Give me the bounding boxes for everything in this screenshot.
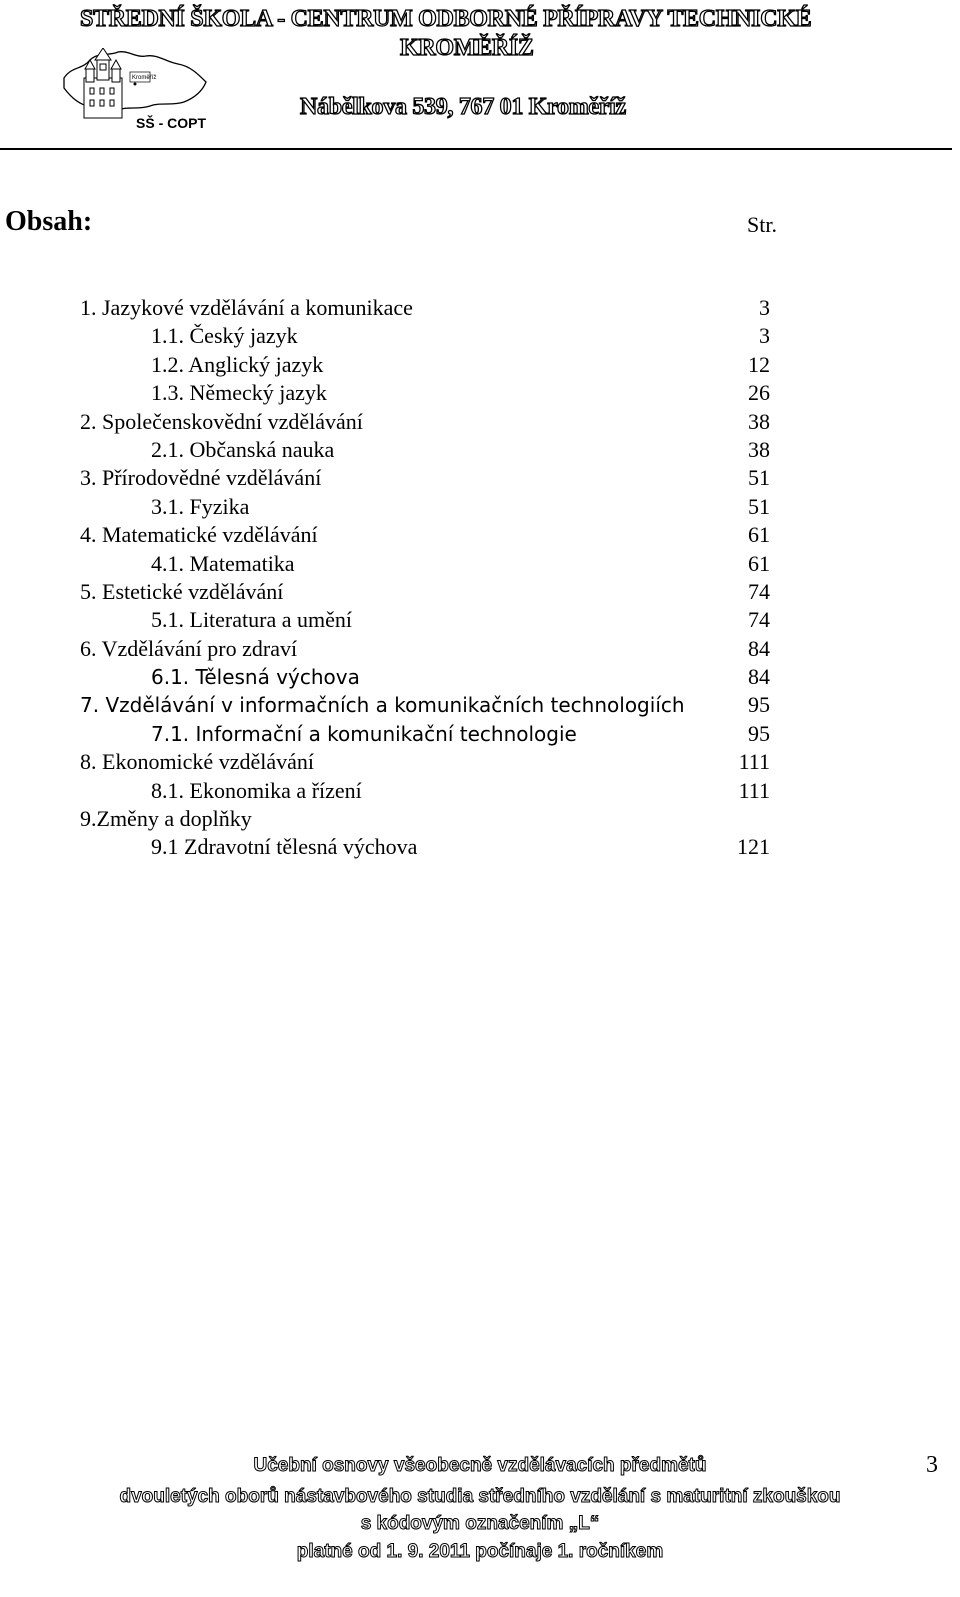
toc-entry-page: 121 bbox=[737, 834, 770, 860]
toc-entry-page: 111 bbox=[738, 777, 770, 803]
toc-entry bbox=[0, 834, 960, 862]
toc-entry bbox=[0, 664, 960, 692]
toc-entry-page: 84 bbox=[748, 664, 770, 690]
toc-entry bbox=[0, 579, 960, 607]
toc-entry-page: 51 bbox=[748, 493, 770, 519]
toc-entry bbox=[0, 323, 960, 351]
footer-line2: dvouletých oborů nástavbového studia středního vzdělání s maturitní zkouškou bbox=[119, 1486, 841, 1507]
toc-entry-page: 3 bbox=[759, 323, 770, 349]
toc-entry-label: 5. Estetické vzdělávání bbox=[80, 578, 284, 604]
toc-entry-page: 3 bbox=[759, 295, 770, 320]
toc-entry-page: 74 bbox=[748, 578, 770, 604]
toc-entry bbox=[0, 352, 960, 380]
toc-entry-label: 8. Ekonomické vzdělávání bbox=[80, 749, 314, 775]
toc-entry-label: 7.1. Informační a komunikační technologie bbox=[151, 721, 577, 746]
toc-entry bbox=[0, 721, 960, 749]
toc-entry-label: 4. Matematické vzdělávání bbox=[80, 522, 318, 548]
toc-entry-label: 3.1. Fyzika bbox=[151, 493, 250, 519]
toc-entry-page: 95 bbox=[748, 720, 770, 746]
toc-entry-label: 6. Vzdělávání pro zdraví bbox=[80, 635, 298, 661]
toc-entry-label: 1. Jazykové vzdělávání a komunikace bbox=[80, 295, 413, 320]
school-name-line1: STŘEDNÍ ŠKOLA - CENTRUM ODBORNÉ PŘÍPRAVY TECHNICKÉ bbox=[80, 6, 812, 32]
toc-page-header: Str. bbox=[747, 212, 777, 237]
toc-entry-page: 51 bbox=[748, 465, 770, 491]
toc-entry-label: 6.1. Tělesná výchova bbox=[151, 665, 360, 690]
toc-entry-page: 95 bbox=[748, 692, 770, 718]
toc-entry-page: 26 bbox=[748, 380, 770, 406]
toc-entry bbox=[0, 437, 960, 465]
header-rule bbox=[0, 148, 952, 150]
toc-entry-page: 61 bbox=[748, 522, 770, 548]
toc-entry bbox=[0, 494, 960, 522]
toc-title: Obsah: bbox=[5, 206, 93, 237]
toc-entry-page: 38 bbox=[748, 436, 770, 462]
toc-entry-page: 38 bbox=[748, 408, 770, 434]
logo-caption: SŠ - COPT bbox=[136, 115, 207, 131]
toc-entry bbox=[0, 465, 960, 493]
toc-entry-page: 84 bbox=[748, 635, 770, 661]
toc-entry-label: 9.1 Zdravotní tělesná výchova bbox=[151, 834, 418, 860]
toc-entry-label: 8.1. Ekonomika a řízení bbox=[151, 777, 362, 803]
toc-entry bbox=[0, 607, 960, 635]
toc-entry bbox=[0, 551, 960, 579]
toc-entry bbox=[0, 636, 960, 664]
toc-entry bbox=[0, 692, 960, 720]
toc-entry-label: 2. Společenskovědní vzdělávání bbox=[80, 408, 363, 434]
footer-line3: s kódovým označením „L“ bbox=[360, 1513, 600, 1534]
toc-entry-label: 3. Přírodovědné vzdělávání bbox=[80, 465, 322, 491]
toc-entry bbox=[0, 380, 960, 408]
footer-line1: Učební osnovy všeobecně vzdělávacích předmětů bbox=[253, 1455, 707, 1476]
toc-entry bbox=[0, 749, 960, 777]
page-number: 3 bbox=[926, 1452, 938, 1478]
toc-entry-page: 111 bbox=[738, 749, 770, 775]
school-address: Nábělkova 539, 767 01 Kroměříž bbox=[300, 94, 626, 120]
svg-text:Kroměříž: Kroměříž bbox=[132, 75, 157, 81]
toc-entry-label: 4.1. Matematika bbox=[151, 550, 295, 576]
school-logo bbox=[62, 48, 210, 132]
toc-entry-label: 1.1. Český jazyk bbox=[151, 323, 298, 349]
toc-entry bbox=[0, 409, 960, 437]
footer-line4: platné od 1. 9. 2011 počínaje 1. ročníkem bbox=[296, 1541, 664, 1562]
toc-entry bbox=[0, 522, 960, 550]
toc-entry-label: 1.2. Anglický jazyk bbox=[151, 351, 324, 377]
toc-entry-label: 2.1. Občanská nauka bbox=[151, 436, 335, 462]
toc-entry-page: 61 bbox=[748, 550, 770, 576]
toc-entry-page: 74 bbox=[748, 607, 770, 633]
toc-entry-label: 7. Vzdělávání v informačních a komunikačních technologiích bbox=[80, 693, 685, 718]
toc-entry bbox=[0, 778, 960, 806]
toc-entry-label: 9.Změny a doplňky bbox=[80, 806, 252, 832]
table-of-contents bbox=[0, 295, 960, 863]
toc-entry-label: 5.1. Literatura a umění bbox=[151, 607, 352, 633]
toc-entry-page: 12 bbox=[748, 351, 770, 377]
toc-entry-label: 1.3. Německý jazyk bbox=[151, 380, 327, 406]
school-name-line2: KROMĚŘÍŽ bbox=[400, 35, 534, 61]
toc-entry bbox=[0, 295, 960, 323]
toc-entry bbox=[0, 806, 960, 834]
